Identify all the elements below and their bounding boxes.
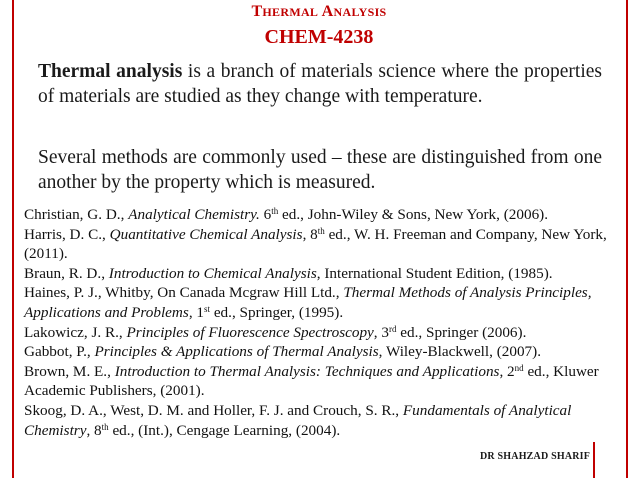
reference-superscript: th [271, 206, 279, 216]
reference-title: Principles of Fluorescence Spectroscopy [126, 323, 374, 341]
reference-item [24, 205, 618, 225]
reference-publisher: ed., Springer (2006). [396, 323, 527, 341]
title-initial-1: T [251, 3, 263, 20]
reference-item [24, 362, 618, 401]
slide-title [0, 3, 638, 21]
title-initial-2: A [321, 3, 334, 20]
left-border-line [12, 0, 14, 478]
methods-paragraph: Several methods are commonly used – these are distinguished from one another by the property which is measured. [38, 147, 602, 193]
reference-publisher: ed., W. H. Freeman and Company, New York, (2011). [24, 225, 607, 263]
reference-authors: Braun, R. D., [24, 264, 109, 282]
reference-details: , International Student Edition, (1985). [316, 264, 553, 282]
reference-details: , 8 [86, 421, 102, 439]
reference-superscript: th [317, 225, 325, 236]
reference-details: , 3 [373, 323, 389, 341]
definition-term: Thermal analysis [38, 61, 183, 82]
reference-details: , 1 [188, 303, 204, 321]
definition-text: is a branch of materials science where the properties of materials are studied as they change with temperature. [38, 61, 603, 107]
reference-list [24, 205, 618, 440]
reference-superscript: rd [388, 323, 397, 334]
reference-details: , Wiley-Blackwell, (2007). [378, 343, 542, 361]
reference-item [24, 264, 618, 284]
reference-authors: Christian, G. D., [24, 206, 129, 223]
reference-authors: Skoog, D. A., West, D. M. and Holler, F. J. and Crouch, S. R., [24, 401, 403, 419]
reference-authors: Haines, P. J., Whitby, On Canada Mcgraw Hill Ltd., [24, 284, 344, 302]
reference-title: Quantitative Chemical Analysis [109, 225, 303, 243]
reference-title: Introduction to Chemical Analysis [108, 264, 317, 282]
reference-publisher: ed., (Int.), Cengage Learning, (2004). [108, 421, 341, 439]
reference-details: , 8 [302, 225, 318, 243]
footer-divider-line [593, 442, 595, 478]
reference-authors: Harris, D. C., [24, 225, 110, 243]
reference-superscript: st [204, 303, 211, 314]
reference-title: Introduction to Thermal Analysis: Techniques and Applications [114, 362, 500, 380]
reference-authors: Brown, M. E., [24, 362, 115, 380]
reference-details: 6 [259, 206, 272, 223]
title-word-2-rest: NALYSIS [333, 5, 387, 19]
reference-title: Thermal Methods of Analysis Principles, Applications and Problems [24, 284, 592, 321]
reference-superscript: th [101, 421, 109, 432]
reference-publisher: ed., Springer, (1995). [210, 303, 344, 321]
reference-authors: Gabbot, P., [24, 343, 95, 361]
title-word-1-rest: HERMAL [262, 5, 319, 19]
reference-title: Analytical Chemistry. [128, 206, 260, 223]
definition-paragraph [38, 60, 602, 109]
reference-publisher: ed., Kluwer Academic Publishers, (2001). [24, 362, 599, 400]
reference-item [24, 401, 618, 440]
reference-title: Fundamentals of Analytical Chemistry [24, 401, 572, 439]
reference-title: Principles & Applications of Thermal Analysis [94, 343, 379, 361]
reference-details: , 2 [499, 362, 515, 380]
reference-item [24, 283, 618, 322]
author-credit: DR SHAHZAD SHARIF [480, 451, 591, 462]
reference-authors: Lakowicz, J. R., [24, 323, 127, 341]
reference-item [24, 323, 618, 343]
course-code: CHEM-4238 [264, 26, 374, 48]
reference-item [24, 342, 618, 362]
reference-publisher: ed., John-Wiley & Sons, New York, (2006). [278, 206, 549, 223]
reference-item [24, 225, 618, 264]
reference-superscript: nd [514, 362, 524, 373]
right-border-line [626, 0, 628, 478]
